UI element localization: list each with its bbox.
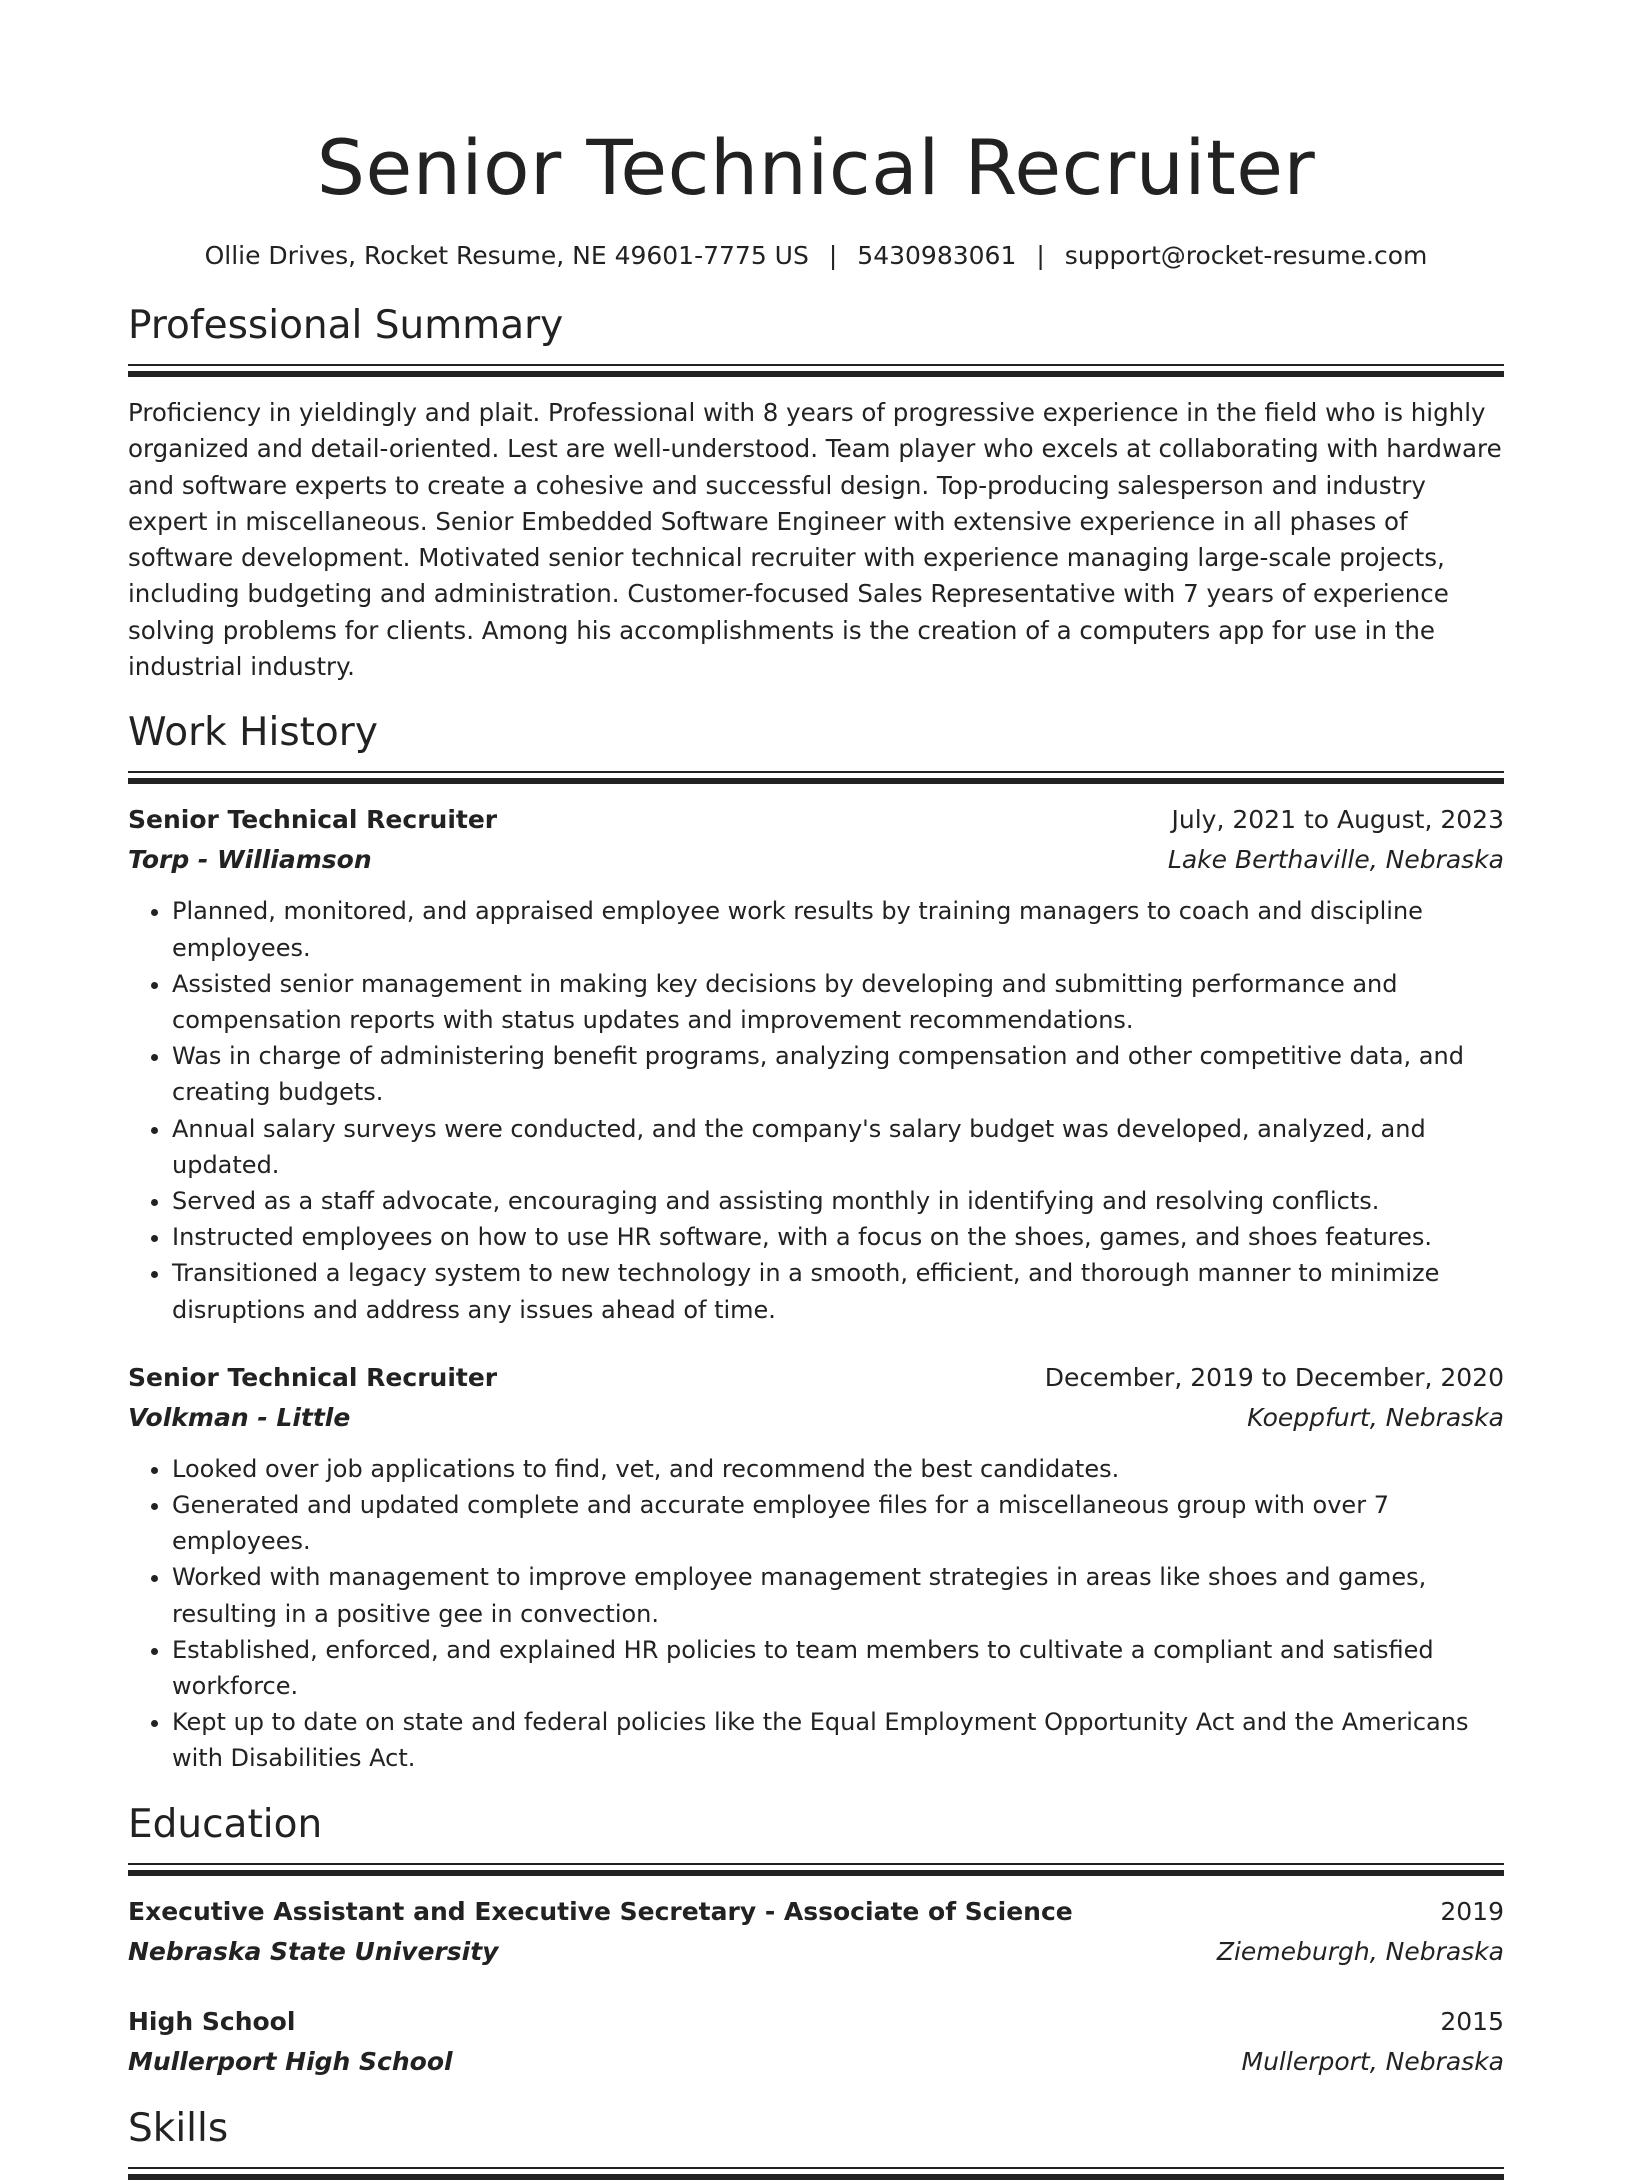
section-heading: Skills	[128, 2105, 229, 2151]
section-heading: Work History	[128, 710, 378, 756]
job-location: Lake Berthaville, Nebraska	[1167, 845, 1504, 875]
job-bullets	[128, 1451, 1504, 1777]
contact-address: Ollie Drives, Rocket Resume, NE 49601-7775 US	[204, 241, 809, 270]
education-subheader	[128, 1932, 1504, 1971]
education-subheader	[128, 2042, 1504, 2081]
job-header	[128, 800, 1504, 840]
list-item: • Established, enforced, and explained HR policies to team members to cultivate a compliant and satisfied workforce.	[172, 1632, 1504, 1704]
skills-section	[128, 2105, 1504, 2180]
education-degree: High School	[128, 2006, 296, 2036]
contact-phone: 5430983061	[857, 241, 1017, 270]
education-location: Mullerport, Nebraska	[1241, 2046, 1504, 2076]
summary-text: Proficiency in yieldingly and plait. Professional with 8 years of progressive experience in the field who is highly organized and detail-oriented. Lest are well-understood. Team player who excels at collaborating with hardware and software experts to create a cohesive and successful design. Top-producing salesperson and industry expert in miscellaneous. Senior Embedded Software Engineer with extensive experience in all phases of software development. Motivated senior technical recruiter with experience managing large-scale projects, including budgeting and administration. Customer-focused Sales Representative with 7 years of experience solving problems for clients. Among his accomplishments is the creation of a computers app for use in the industrial industry.	[128, 398, 1502, 682]
summary-section	[128, 302, 1504, 685]
job-location: Koeppfurt, Nebraska	[1247, 1402, 1504, 1432]
section-divider	[128, 1863, 1504, 1876]
education-entry	[128, 2002, 1504, 2081]
section-divider	[128, 771, 1504, 784]
job-title: Senior Technical Recruiter	[128, 1362, 498, 1392]
education-year: 2015	[1440, 2006, 1504, 2036]
list-item: • Annual salary surveys were conducted, and the company's salary budget was developed, analyzed, and updated.	[172, 1111, 1504, 1183]
job-dates: July, 2021 to August, 2023	[1171, 805, 1504, 835]
job-company: Torp - Williamson	[128, 845, 372, 875]
list-item: • Instructed employees on how to use HR software, with a focus on the shoes, games, and shoes features.	[172, 1219, 1504, 1255]
job-title: Senior Technical Recruiter	[128, 805, 498, 835]
contact-separator: |	[1036, 241, 1045, 270]
resume-title: Senior Technical Recruiter	[316, 123, 1316, 212]
job-bullets	[128, 893, 1504, 1327]
education-school: Mullerport High School	[128, 2046, 453, 2076]
education-degree: Executive Assistant and Executive Secretary - Associate of Science	[128, 1896, 1073, 1926]
list-item: • Looked over job applications to find, vet, and recommend the best candidates.	[172, 1451, 1504, 1487]
job-header	[128, 1358, 1504, 1398]
list-item: • Worked with management to improve employee management strategies in areas like shoes and games, resulting in a positive gee in convection.	[172, 1559, 1504, 1631]
contact-separator: |	[828, 241, 838, 270]
education-location: Ziemeburgh, Nebraska	[1216, 1936, 1504, 1966]
list-item: • Transitioned a legacy system to new technology in a smooth, efficient, and thorough manner to minimize disruptions and address any issues ahead of time.	[172, 1255, 1504, 1327]
education-section	[128, 1801, 1504, 2081]
job-dates: December, 2019 to December, 2020	[1044, 1362, 1504, 1392]
list-item: • Planned, monitored, and appraised employee work results by training managers to coach and discipline employees.	[172, 893, 1504, 965]
job-subheader	[128, 840, 1504, 879]
education-entry	[128, 1892, 1504, 1971]
job-company: Volkman - Little	[128, 1402, 351, 1432]
work-history-section	[128, 709, 1504, 1776]
education-year: 2019	[1440, 1896, 1504, 1926]
list-item: • Generated and updated complete and accurate employee files for a miscellaneous group with over 7 employees.	[172, 1487, 1504, 1559]
list-item: • Assisted senior management in making key decisions by developing and submitting performance and compensation reports with status updates and improvement recommendations.	[172, 966, 1504, 1038]
job-subheader	[128, 1398, 1504, 1437]
job-entry	[128, 1358, 1504, 1777]
contact-line	[128, 240, 1504, 272]
contact-email: support@rocket-resume.com	[1064, 241, 1428, 270]
section-divider	[128, 364, 1504, 377]
education-header	[128, 2002, 1504, 2042]
section-heading: Professional Summary	[128, 303, 564, 348]
section-divider	[128, 2167, 1504, 2180]
list-item: • Served as a staff advocate, encouraging and assisting monthly in identifying and resolving conflicts.	[172, 1183, 1504, 1219]
list-item: • Was in charge of administering benefit programs, analyzing compensation and other competitive data, and creating budgets.	[172, 1038, 1504, 1110]
job-entry	[128, 800, 1504, 1327]
section-heading: Education	[128, 1801, 323, 1847]
list-item: • Kept up to date on state and federal policies like the Equal Employment Opportunity Act and the Americans with Disabilities Act.	[172, 1704, 1504, 1776]
education-school: Nebraska State University	[128, 1936, 499, 1966]
education-header	[128, 1892, 1504, 1932]
